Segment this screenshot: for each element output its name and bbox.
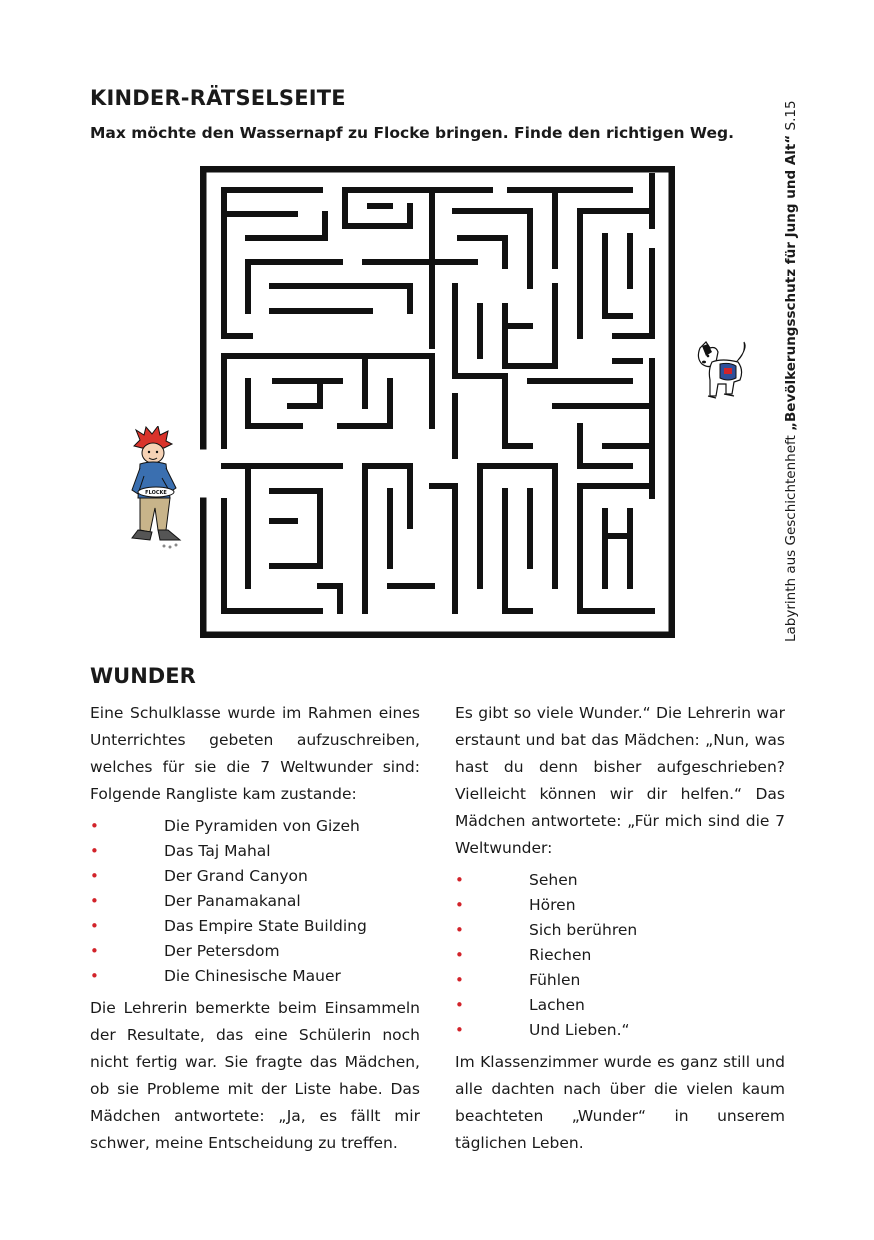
page-title: KINDER-RÄTSELSEITE xyxy=(90,86,346,110)
maze-credit xyxy=(783,82,799,642)
credit-bold: „Bevölkerungsschutz für Jung und Alt“ xyxy=(783,134,799,431)
maze-wall xyxy=(340,356,432,426)
maze-wall xyxy=(224,356,410,446)
maze-wall xyxy=(432,190,530,286)
maze-wall xyxy=(480,466,555,611)
list-item: • Das Empire State Building xyxy=(90,914,420,939)
maze-wall xyxy=(345,190,410,226)
boy-max-illustration xyxy=(126,426,184,550)
article-column-left xyxy=(90,700,420,1157)
water-bowl-label: FLOCKE xyxy=(145,490,167,496)
article-paragraph-3: Es gibt so viele Wunder.“ Die Lehrerin war erstaunt und bat das Mädchen: „Nun, was hast du denn bisher aufgeschrieben? Vielleicht können wir dir helfen.“ Das Mädchen antwortete: „Für mich sind die 7 Weltwunder: xyxy=(455,704,785,857)
list-item: • Das Taj Mahal xyxy=(90,839,420,864)
list-item: • Die Chinesische Mauer xyxy=(90,964,420,989)
article-intro: Eine Schulklasse wurde im Rahmen eines Unterrichtes gebeten aufzuschreiben, welches für sie die 7 Weltwunder sind: Folgende Rangliste kam zustande: xyxy=(90,704,420,803)
maze-wall xyxy=(365,466,455,611)
list-item: • Der Panamakanal xyxy=(90,889,420,914)
article-heading: WUNDER xyxy=(90,664,196,688)
article-closing: Im Klassenzimmer wurde es ganz still und alle dachten nach über die vielen kaum beachteten „Wunder“ in unserem täglichen Leben. xyxy=(455,1053,785,1152)
boy-trousers xyxy=(140,498,170,532)
maze-wall xyxy=(320,586,432,611)
maze-wall xyxy=(505,286,555,366)
maze-wall xyxy=(248,262,410,311)
maze-wall xyxy=(224,176,652,226)
list-item: • Sich berühren xyxy=(455,918,785,943)
credit-plain: Labyrinth aus Geschichtenheft xyxy=(783,430,799,642)
maze-wall xyxy=(580,486,652,611)
dog-tail xyxy=(736,342,745,362)
list-item: • Und Lieben.“ xyxy=(455,1018,785,1043)
list-item: • Riechen xyxy=(455,943,785,968)
list-item: • Der Petersdom xyxy=(90,939,420,964)
dog-flocke-illustration xyxy=(694,340,750,406)
maze-wall xyxy=(555,190,652,336)
maze xyxy=(200,166,675,638)
credit-page: S.15 xyxy=(783,100,799,135)
boy-shoes xyxy=(132,530,180,540)
list-item: • Fühlen xyxy=(455,968,785,993)
article-column-right xyxy=(455,700,785,1157)
list-item: • Die Pyramiden von Gizeh xyxy=(90,814,420,839)
list-item: • Sehen xyxy=(455,868,785,893)
list-item: • Der Grand Canyon xyxy=(90,864,420,889)
wonders-list xyxy=(90,814,420,989)
list-item: • Hören xyxy=(455,893,785,918)
puzzle-instruction: Max möchte den Wassernapf zu Flocke bringen. Finde den richtigen Weg. xyxy=(90,124,734,142)
maze-wall xyxy=(224,466,340,611)
article-paragraph-2: Die Lehrerin bemerkte beim Einsammeln der Resultate, das eine Schülerin noch nicht fertig war. Sie fragte das Mädchen, ob sie Probleme mit der Liste habe. Das Mädchen antwortete: „Ja, es fällt mir schwer, meine Entscheidung zu treffen. xyxy=(90,999,420,1152)
girl-wonders-list xyxy=(455,868,785,1043)
list-item: • Lachen xyxy=(455,993,785,1018)
